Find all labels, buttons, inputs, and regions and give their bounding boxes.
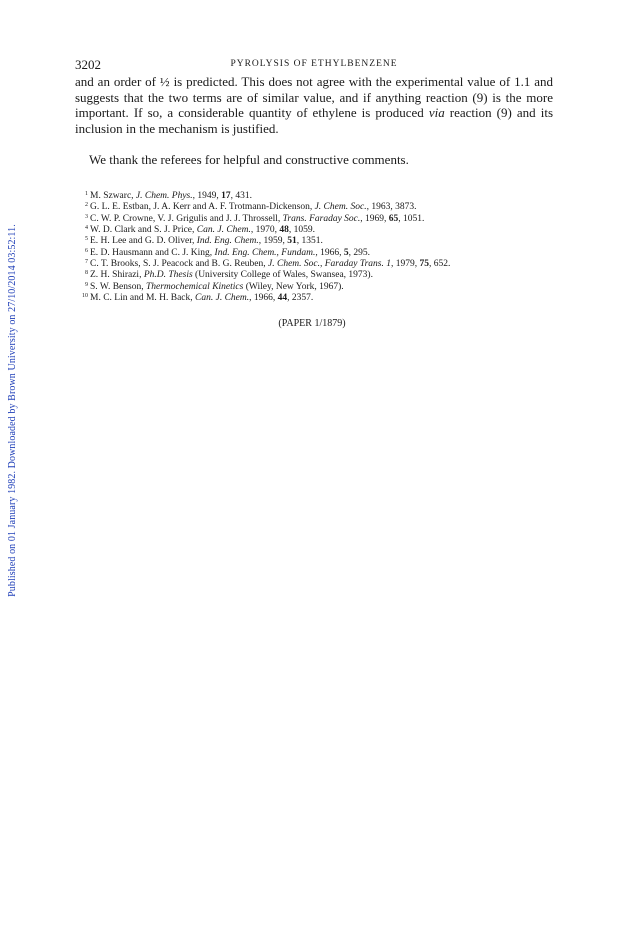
reference-item: 7 C. T. Brooks, S. J. Peacock and B. G. Reuben, J. Chem. Soc., Faraday Trans. 1, 1979, 75, 652. bbox=[82, 259, 572, 270]
fraction-half: ½ bbox=[159, 74, 170, 89]
reference-number: 8 bbox=[85, 270, 88, 277]
body-text-middle: is predicted. This does not agree with the experimental value of 1.1 and suggests that the two terms are of similar value, and if anything reaction (9) is the more important. If so, a considerable quantity of ethylene is produced bbox=[75, 74, 553, 121]
watermark-text: Published on 01 January 1982. Downloaded by Brown University on 27/10/2014 03:52:11. bbox=[6, 223, 18, 597]
reference-number: 1 bbox=[85, 191, 88, 197]
paper-code: (PAPER 1/1879) bbox=[278, 318, 346, 329]
reference-number: 3 bbox=[85, 213, 88, 220]
reference-number: 6 bbox=[85, 247, 88, 254]
reference-number: 4 bbox=[85, 225, 88, 232]
reference-item: 5 E. H. Lee and G. D. Oliver, Ind. Eng. Chem., 1959, 51, 1351. bbox=[82, 236, 572, 247]
reference-item: 1 M. Szwarc, J. Chem. Phys., 1949, 17, 431. bbox=[82, 191, 572, 202]
reference-number: 10 bbox=[82, 293, 88, 300]
body-paragraph bbox=[75, 74, 553, 136]
acknowledgement: We thank the referees for helpful and constructive comments. bbox=[89, 152, 409, 167]
running-title: PYROLYSIS OF ETHYLBENZENE bbox=[230, 59, 398, 69]
page-header bbox=[75, 57, 553, 73]
download-watermark bbox=[4, 150, 20, 670]
italic-via: via bbox=[428, 105, 445, 121]
reference-item: 4 W. D. Clark and S. J. Price, Can. J. Chem., 1970, 48, 1059. bbox=[82, 225, 572, 236]
body-text-end: reaction (9) and its inclusion in the mechanism is justified. bbox=[75, 105, 554, 136]
reference-number: 9 bbox=[85, 281, 88, 288]
reference-item: 10 M. C. Lin and M. H. Back, Can. J. Chem., 1966, 44, 2357. bbox=[82, 293, 572, 304]
reference-number: 5 bbox=[85, 236, 88, 243]
page-number: 3202 bbox=[75, 57, 101, 72]
reference-item: 3 C. W. P. Crowne, V. J. Grigulis and J. J. Throssell, Trans. Faraday Soc., 1969, 65, 1051. bbox=[82, 214, 572, 225]
reference-number: 2 bbox=[85, 202, 88, 209]
reference-list bbox=[82, 191, 572, 304]
body-text-start: and an order of bbox=[75, 74, 160, 89]
reference-item: 8 Z. H. Shirazi, Ph.D. Thesis (University College of Wales, Swansea, 1973). bbox=[82, 270, 572, 281]
reference-number: 7 bbox=[85, 259, 88, 266]
reference-item: 6 E. D. Hausmann and C. J. King, Ind. Eng. Chem., Fundam., 1966, 5, 295. bbox=[82, 248, 572, 259]
reference-item: 2 G. L. E. Estban, J. A. Kerr and A. F. Trotmann-Dickenson, J. Chem. Soc., 1963, 3873. bbox=[82, 202, 572, 213]
reference-item: 9 S. W. Benson, Thermochemical Kinetics (Wiley, New York, 1967). bbox=[82, 282, 572, 293]
